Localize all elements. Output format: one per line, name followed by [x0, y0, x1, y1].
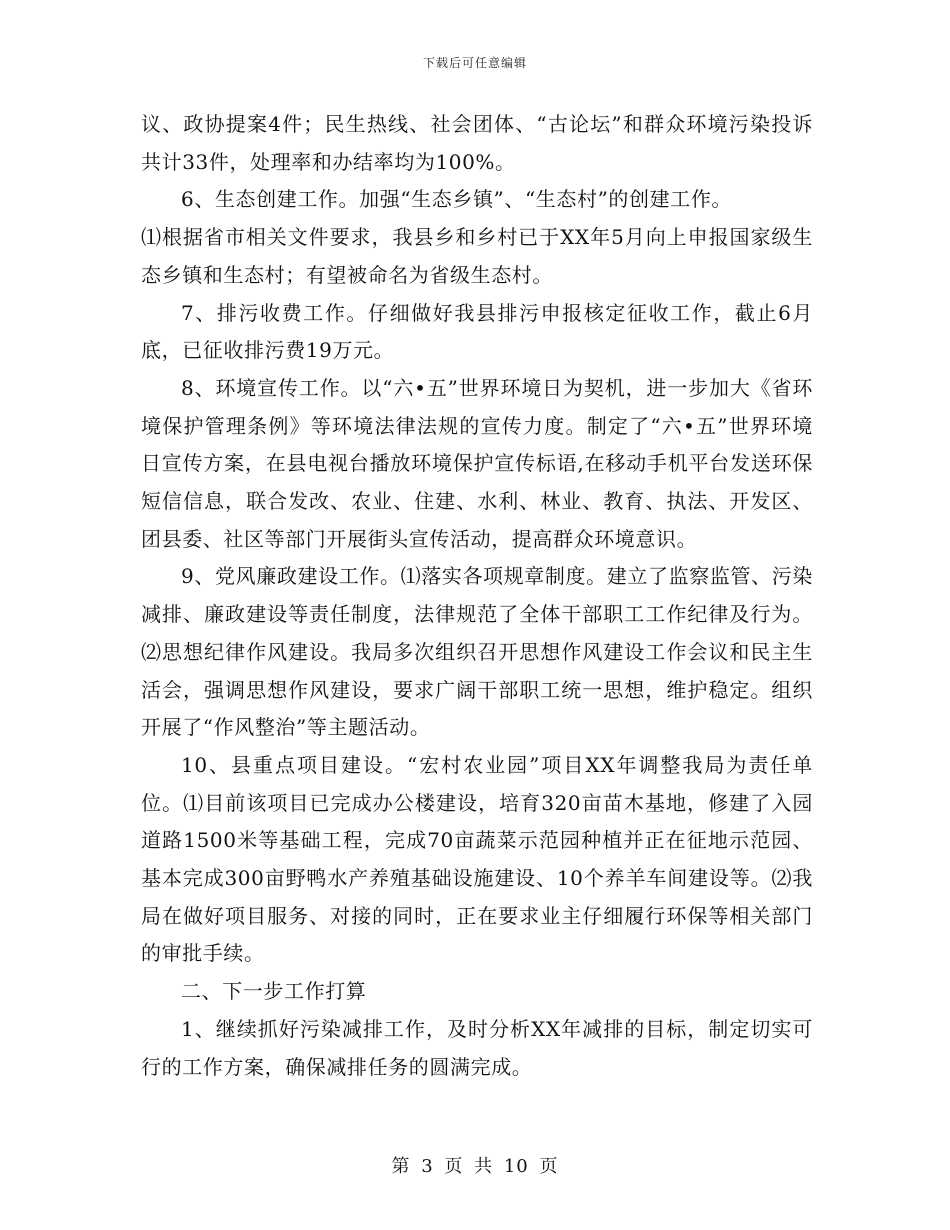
- paragraph-emission-reduction: 1、继续抓好污染减排工作，及时分析XX年减排的目标，制定切实可行的工作方案，确保减排任务的圆满完成。: [141, 1016, 813, 1079]
- document-body: [141, 106, 813, 1086]
- paragraph-key-projects: 10、县重点项目建设。“宏村农业园”项目XX年调整我局为责任单位。⑴目前该项目已完成办公楼建设，培育320亩苗木基地，修建了入园道路1500米等基础工程，完成70亩蔬菜示范园种植并正在征地示范园、基本完成300亩野鸭水产养殖基础设施建设、10个养羊车间建设等。⑵我局在做好项目服务、对接的同时，正在要求业主仔细履行环保等相关部门的审批手续。: [141, 752, 813, 966]
- section-heading-next-steps: 二、下一步工作打算: [181, 979, 367, 1004]
- paragraph-environmental-publicity: 8、环境宣传工作。以“六•五”世界环境日为契机，进一步加大《省环境保护管理条例》等环境法律法规的宣传力度。制定了“六•五”世界环境日宣传方案，在县电视台播放环境保护宣传标语,在移动手机平台发送环保短信信息，联合发改、农业、住建、水利、林业、教育、执法、开发区、团县委、社区等部门开展街头宣传活动，提高群众环境意识。: [141, 375, 813, 551]
- paragraph-ecological-creation: 6、生态创建工作。加强“生态乡镇”、“生态村”的创建工作。: [181, 187, 733, 212]
- paragraph-complaints-summary: 议、政协提案4件；民生热线、社会团体、“古论坛”和群众环境污染投诉共计33件，处理率和办结率均为100%。: [141, 112, 813, 174]
- paragraph-ecological-application: ⑴根据省市相关文件要求，我县乡和乡村已于XX年5月向上申报国家级生态乡镇和生态村；有望被命名为省级生态村。: [141, 225, 813, 287]
- paragraph-sewage-fees: 7、排污收费工作。仔细做好我县排污申报核定征收工作，截止6月底，已征收排污费19万元。: [141, 300, 813, 363]
- paragraph-party-conduct: 9、党风廉政建设工作。⑴落实各项规章制度。建立了监察监管、污染减排、廉政建设等责任制度，法律规范了全体干部职工工作纪律及行为。⑵思想纪律作风建设。我局多次组织召开思想作风建设工作会议和民主生活会，强调思想作风建设，要求广阔干部职工统一思想，维护稳定。组织开展了“作风整治”等主题活动。: [141, 564, 813, 740]
- page-number-footer: 第 3 页 共 10 页: [391, 1156, 559, 1177]
- page-header: 下载后可任意编辑: [422, 56, 527, 70]
